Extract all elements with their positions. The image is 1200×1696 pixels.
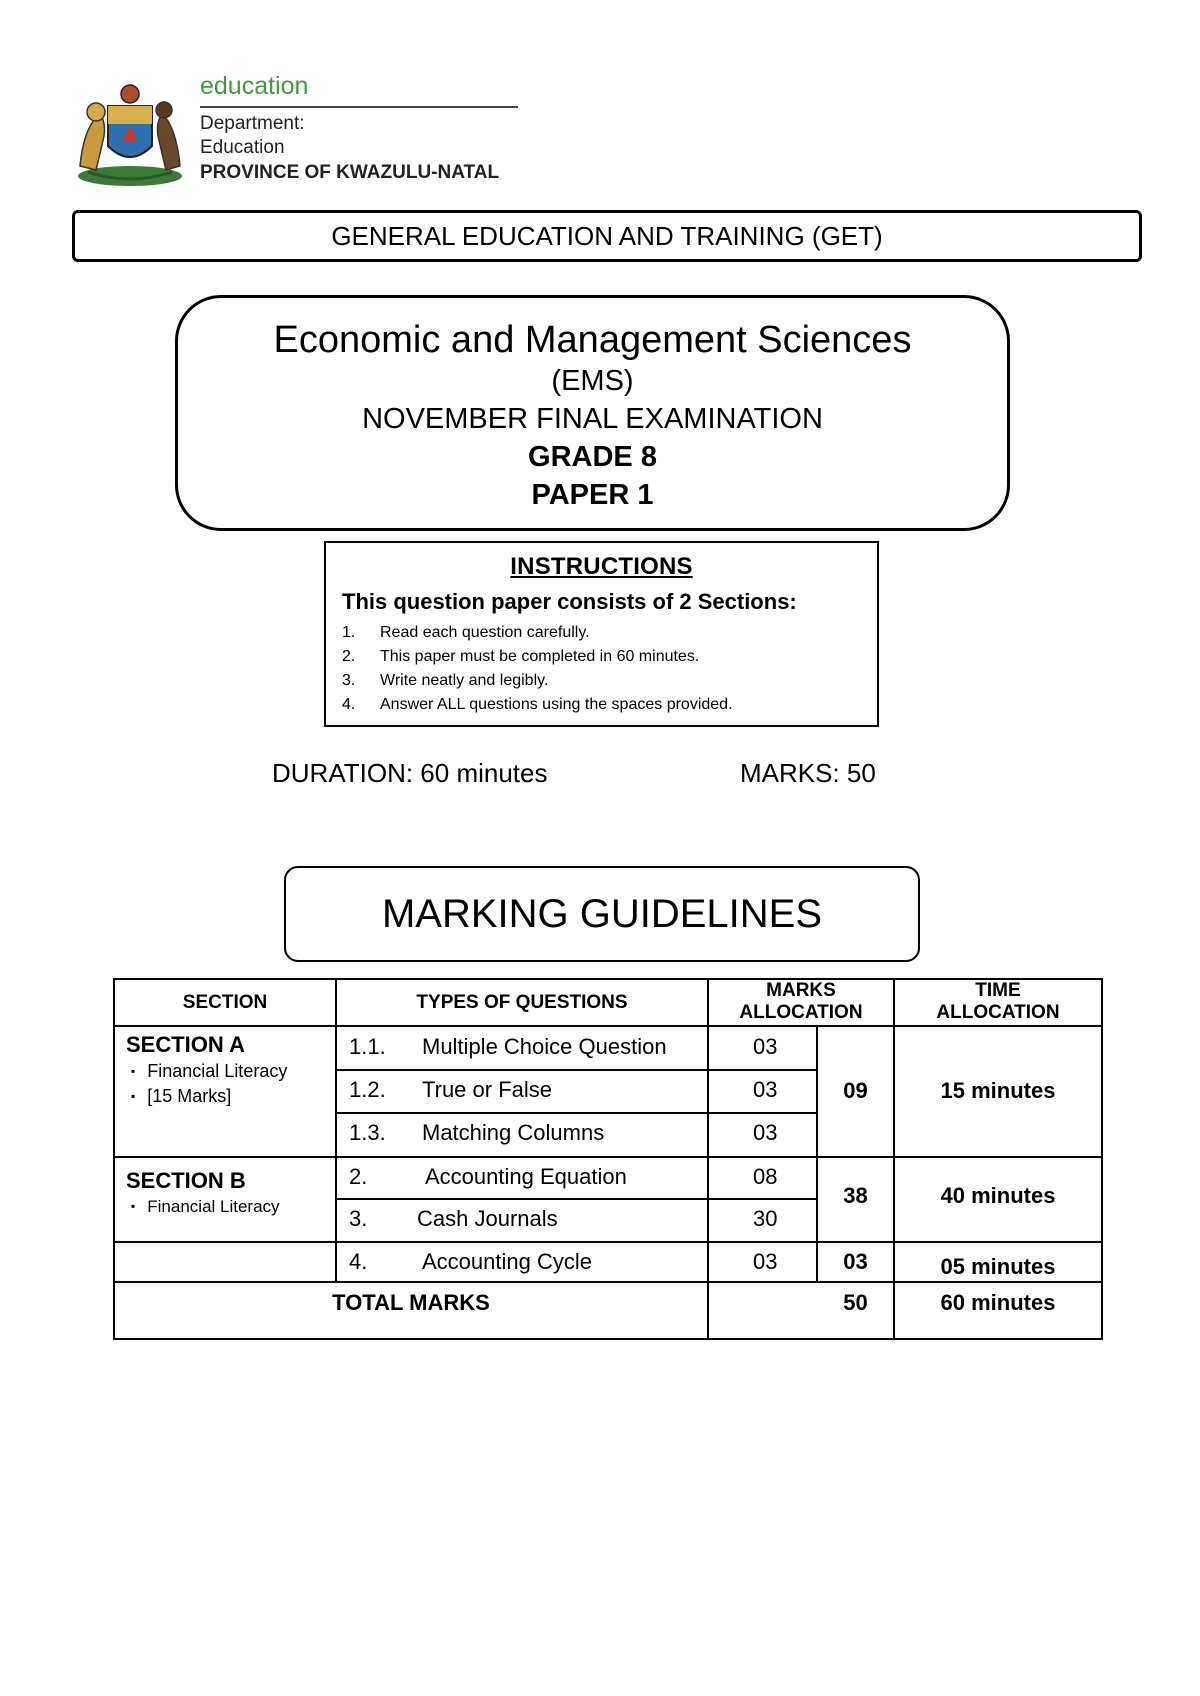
total-time: 60 minutes <box>940 1290 1056 1315</box>
exam-name: NOVEMBER FINAL EXAMINATION <box>362 403 823 435</box>
instruction-text: This paper must be completed in 60 minutes. <box>380 648 700 665</box>
header-marks-line2: ALLOCATION <box>739 1002 863 1023</box>
phase-banner: GENERAL EDUCATION AND TRAINING (GET) <box>72 210 1142 262</box>
title-box <box>175 295 1010 531</box>
table-border <box>1101 978 1103 1340</box>
logo-wordmark: education <box>200 72 309 100</box>
subtotal-time: 05 minutes <box>940 1254 1056 1279</box>
subject-title: Economic and Management Sciences <box>273 319 912 361</box>
question-number: 1.2. <box>349 1077 386 1102</box>
instruction-text: Answer ALL questions using the spaces provided. <box>380 696 733 713</box>
subtotal-time: 15 minutes <box>940 1078 1056 1103</box>
instruction-item <box>342 621 861 645</box>
paper-label: PAPER 1 <box>531 479 654 511</box>
instructions-box <box>324 541 879 727</box>
section-b-details <box>131 1195 280 1220</box>
question-number: 1.1. <box>349 1034 386 1059</box>
header-time-line2: ALLOCATION <box>936 1002 1060 1023</box>
section-a-bullet: ▪ [15 Marks] <box>131 1085 287 1110</box>
instruction-number: 1. <box>342 624 356 641</box>
subject-abbreviation: (EMS) <box>551 365 634 397</box>
department-line-2: Education <box>200 137 285 158</box>
header-time-line1: TIME <box>975 980 1021 1001</box>
instructions-subheading: This question paper consists of 2 Sections: <box>342 589 797 614</box>
instruction-number: 3. <box>342 672 356 689</box>
section-a-bullet: ▪ Financial Literacy <box>131 1060 287 1085</box>
header-section: SECTION <box>182 992 268 1013</box>
department-logo <box>70 68 520 193</box>
question-type: Accounting Equation <box>425 1164 627 1189</box>
header-marks-allocation <box>709 980 893 1024</box>
subtotal-marks: 09 <box>843 1078 868 1103</box>
duration-label: DURATION: 60 minutes <box>272 758 548 788</box>
marking-table <box>113 978 1103 1340</box>
province-name: PROVINCE OF KWAZULU-NATAL <box>200 162 500 183</box>
header-time-allocation <box>895 980 1101 1024</box>
table-border <box>113 1338 1103 1340</box>
grade-label: GRADE 8 <box>528 441 657 473</box>
header-marks-line1: MARKS <box>766 980 836 1001</box>
table-border <box>707 978 709 1340</box>
table-border <box>335 1069 818 1071</box>
question-marks: 08 <box>753 1164 778 1189</box>
question-marks: 03 <box>753 1120 778 1145</box>
instruction-number: 2. <box>342 648 356 665</box>
question-type: Matching Columns <box>422 1120 605 1145</box>
question-number: 3. <box>349 1206 368 1231</box>
question-type: Multiple Choice Question <box>422 1034 667 1059</box>
question-number: 4. <box>349 1249 368 1274</box>
department-line-1: Department: <box>200 113 305 134</box>
table-border <box>113 1025 1103 1027</box>
total-label: TOTAL MARKS <box>332 1290 490 1315</box>
marking-guidelines-title: MARKING GUIDELINES <box>284 866 920 962</box>
instruction-item <box>342 669 861 693</box>
section-a-name: SECTION A <box>126 1032 245 1057</box>
question-marks: 03 <box>753 1077 778 1102</box>
table-border <box>335 1112 818 1114</box>
table-border <box>113 1156 1103 1158</box>
table-border <box>335 978 337 1281</box>
coat-of-arms-icon <box>70 76 190 188</box>
subtotal-marks: 38 <box>843 1183 868 1208</box>
department-name <box>200 112 305 160</box>
question-marks: 03 <box>753 1034 778 1059</box>
instructions-list <box>342 621 861 717</box>
table-border <box>113 1241 1103 1243</box>
instruction-text: Read each question carefully. <box>380 624 590 641</box>
question-type: Accounting Cycle <box>422 1249 592 1274</box>
subtotal-time: 40 minutes <box>940 1183 1056 1208</box>
question-number: 2. <box>349 1164 368 1189</box>
section-b-bullet: ▪ Financial Literacy <box>131 1195 280 1220</box>
question-marks: 03 <box>753 1249 778 1274</box>
instruction-item <box>342 693 861 717</box>
logo-divider <box>200 106 518 108</box>
subtotal-marks: 03 <box>843 1249 868 1274</box>
section-b-name: SECTION B <box>126 1168 246 1193</box>
marks-label: MARKS: 50 <box>740 758 876 788</box>
instructions-heading: INSTRUCTIONS <box>510 553 693 580</box>
question-number: 1.3. <box>349 1120 386 1145</box>
section-a-details <box>131 1060 287 1110</box>
table-border <box>113 1281 1103 1283</box>
instruction-number: 4. <box>342 696 356 713</box>
question-type: Cash Journals <box>417 1206 558 1231</box>
instruction-item <box>342 645 861 669</box>
table-border <box>335 1198 818 1200</box>
table-border <box>113 978 115 1340</box>
header-types: TYPES OF QUESTIONS <box>416 992 628 1013</box>
total-marks: 50 <box>843 1290 868 1315</box>
question-marks: 30 <box>753 1206 778 1231</box>
table-border <box>893 978 895 1340</box>
question-type: True or False <box>422 1077 553 1102</box>
instruction-text: Write neatly and legibly. <box>380 672 549 689</box>
